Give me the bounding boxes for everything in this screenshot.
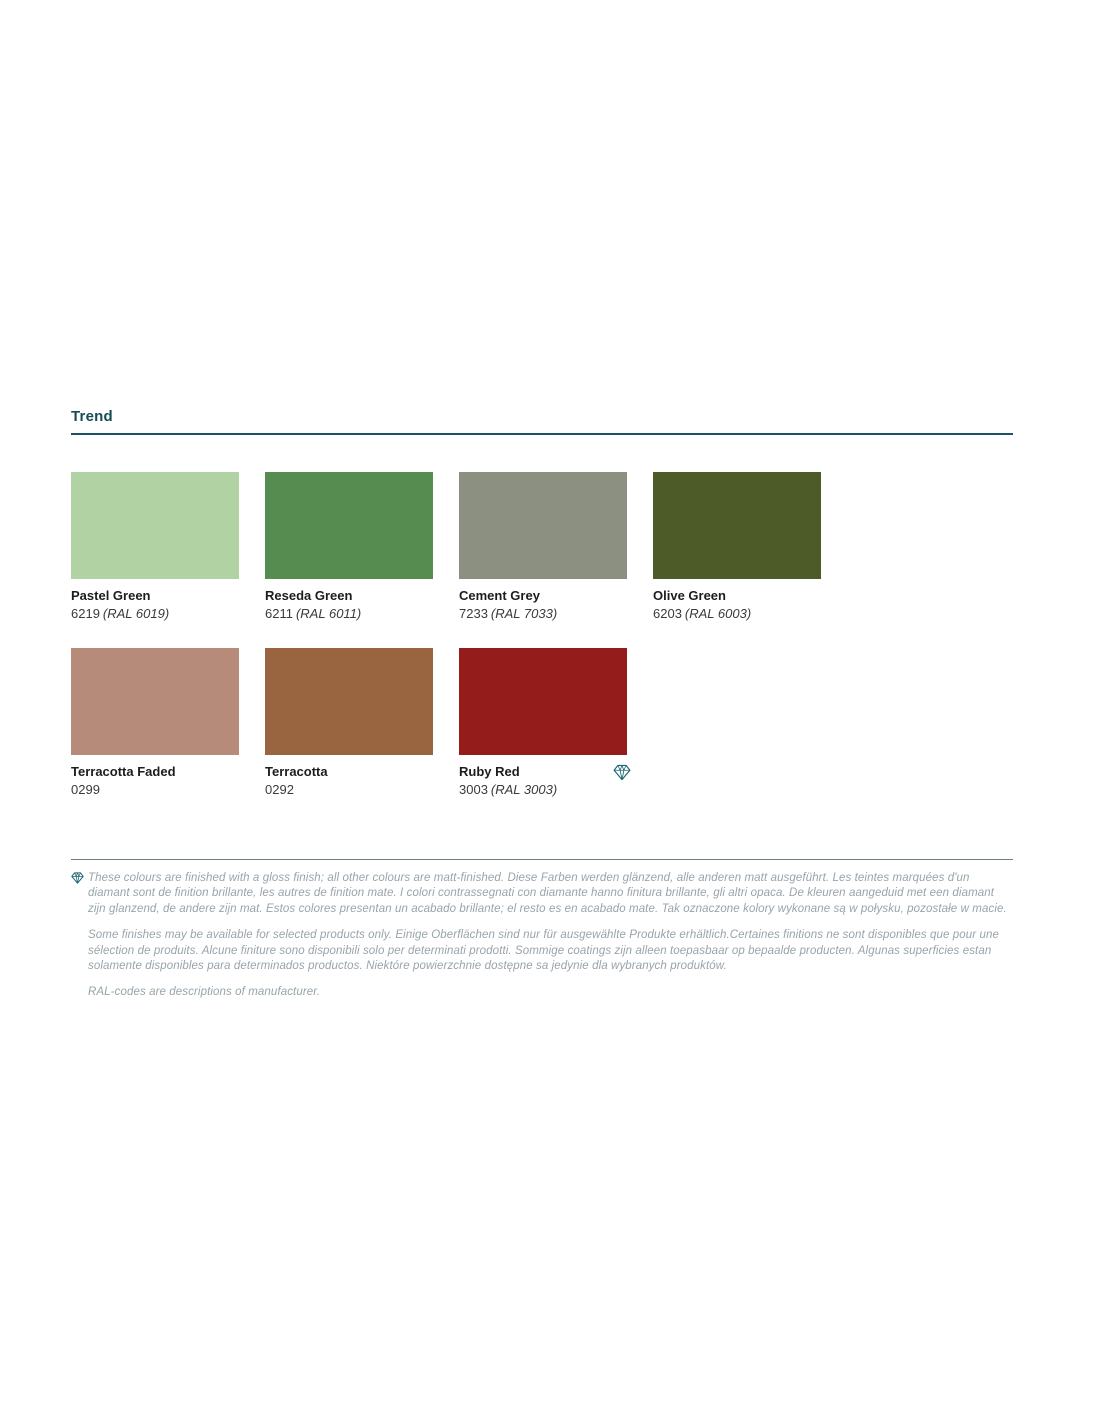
swatch-card-olive-green (653, 472, 821, 648)
swatch-card-terracotta (265, 648, 433, 824)
swatch-code: 6203 (653, 606, 682, 621)
swatch-ral-code: (RAL 6019) (102, 606, 170, 621)
swatch-card-reseda-green (265, 472, 433, 648)
swatch-code-line (265, 606, 411, 621)
swatch-code: 7233 (459, 606, 488, 621)
color-swatch (71, 472, 239, 579)
color-swatch (459, 472, 627, 579)
swatch-ral-code: (RAL 3003) (490, 782, 558, 797)
swatch-label-row (265, 588, 433, 621)
swatch-card-cement-grey (459, 472, 627, 648)
color-swatch (71, 648, 239, 755)
swatch-label-row (265, 764, 433, 797)
trend-section (71, 408, 1013, 435)
swatch-code-line (71, 782, 217, 797)
swatch-name: Pastel Green (71, 588, 151, 603)
gloss-diamond-icon (71, 872, 84, 884)
swatch-code: 6219 (71, 606, 100, 621)
swatch-code-line (459, 606, 605, 621)
swatch-name: Terracotta Faded (71, 764, 176, 779)
swatch-code: 0292 (265, 782, 294, 797)
swatch-name: Cement Grey (459, 588, 540, 603)
swatch-grid (71, 472, 826, 824)
swatch-card-pastel-green (71, 472, 239, 648)
section-divider (71, 433, 1013, 435)
footnote-availability-note: Some finishes may be available for selected products only. Einige Oberflächen sind nur für ausgewählte Produkte erhältlich.Certaines finitions ne sont disponibles que pour une sélection de produits. Alcune finiture sono disponibili solo per determinati prodotti. Sommige coatings zijn alleen toepasbaar op bepaalde producten. Algunas superficies estan solamente disponibles para determinados productos. Niektóre powierzchnie dostępne sa jedynie dla wybranych produktów. (88, 929, 999, 973)
swatch-label-row (653, 588, 821, 621)
swatch-ral-code: (RAL 6011) (295, 606, 362, 621)
swatch-label-row (71, 764, 239, 797)
color-swatch (459, 648, 627, 755)
color-swatch (265, 472, 433, 579)
swatch-ral-code: (RAL 6003) (684, 606, 752, 621)
swatch-label-row (71, 588, 239, 621)
swatch-code-line (653, 606, 799, 621)
color-swatch (265, 648, 433, 755)
color-swatch (653, 472, 821, 579)
footnote-gloss-note: These colours are finished with a gloss finish; all other colours are matt-finished. Diese Farben werden glänzend, alle anderen matt ausgeführt. Les teintes marquées d'un diamant sont de finition brillante, les autres de finition mate. I colori contrassegnati con diamante hanno finitura brillante, gli altri opaca. De kleuren aangeduid met een diamant zijn glanzend, de andere zijn mat. Estos colores presentan un acabado brillante; el resto es en acabado mate. Tak oznaczone kolory wykonane są w połysku, pozostałe w macie. (88, 872, 1007, 915)
swatch-label-row (459, 764, 627, 797)
gloss-diamond-icon (613, 764, 631, 781)
footnote-ral-note: RAL-codes are descriptions of manufacturer. (88, 986, 321, 999)
swatch-name: Terracotta (265, 764, 328, 779)
swatch-card-terracotta-faded (71, 648, 239, 824)
swatch-code: 6211 (265, 606, 293, 621)
swatch-name: Olive Green (653, 588, 726, 603)
swatch-card-ruby-red (459, 648, 627, 824)
swatch-label-row (459, 588, 627, 621)
swatch-code: 3003 (459, 782, 488, 797)
swatch-code-line (71, 606, 217, 621)
swatch-name: Reseda Green (265, 588, 353, 603)
footnotes-section (71, 859, 1013, 1012)
swatch-name: Ruby Red (459, 764, 520, 779)
section-title: Trend (71, 408, 113, 425)
swatch-code-line (459, 782, 605, 797)
swatch-ral-code: (RAL 7033) (490, 606, 558, 621)
swatch-code-line (265, 782, 411, 797)
swatch-code: 0299 (71, 782, 100, 797)
footnote-body (71, 871, 1013, 1001)
